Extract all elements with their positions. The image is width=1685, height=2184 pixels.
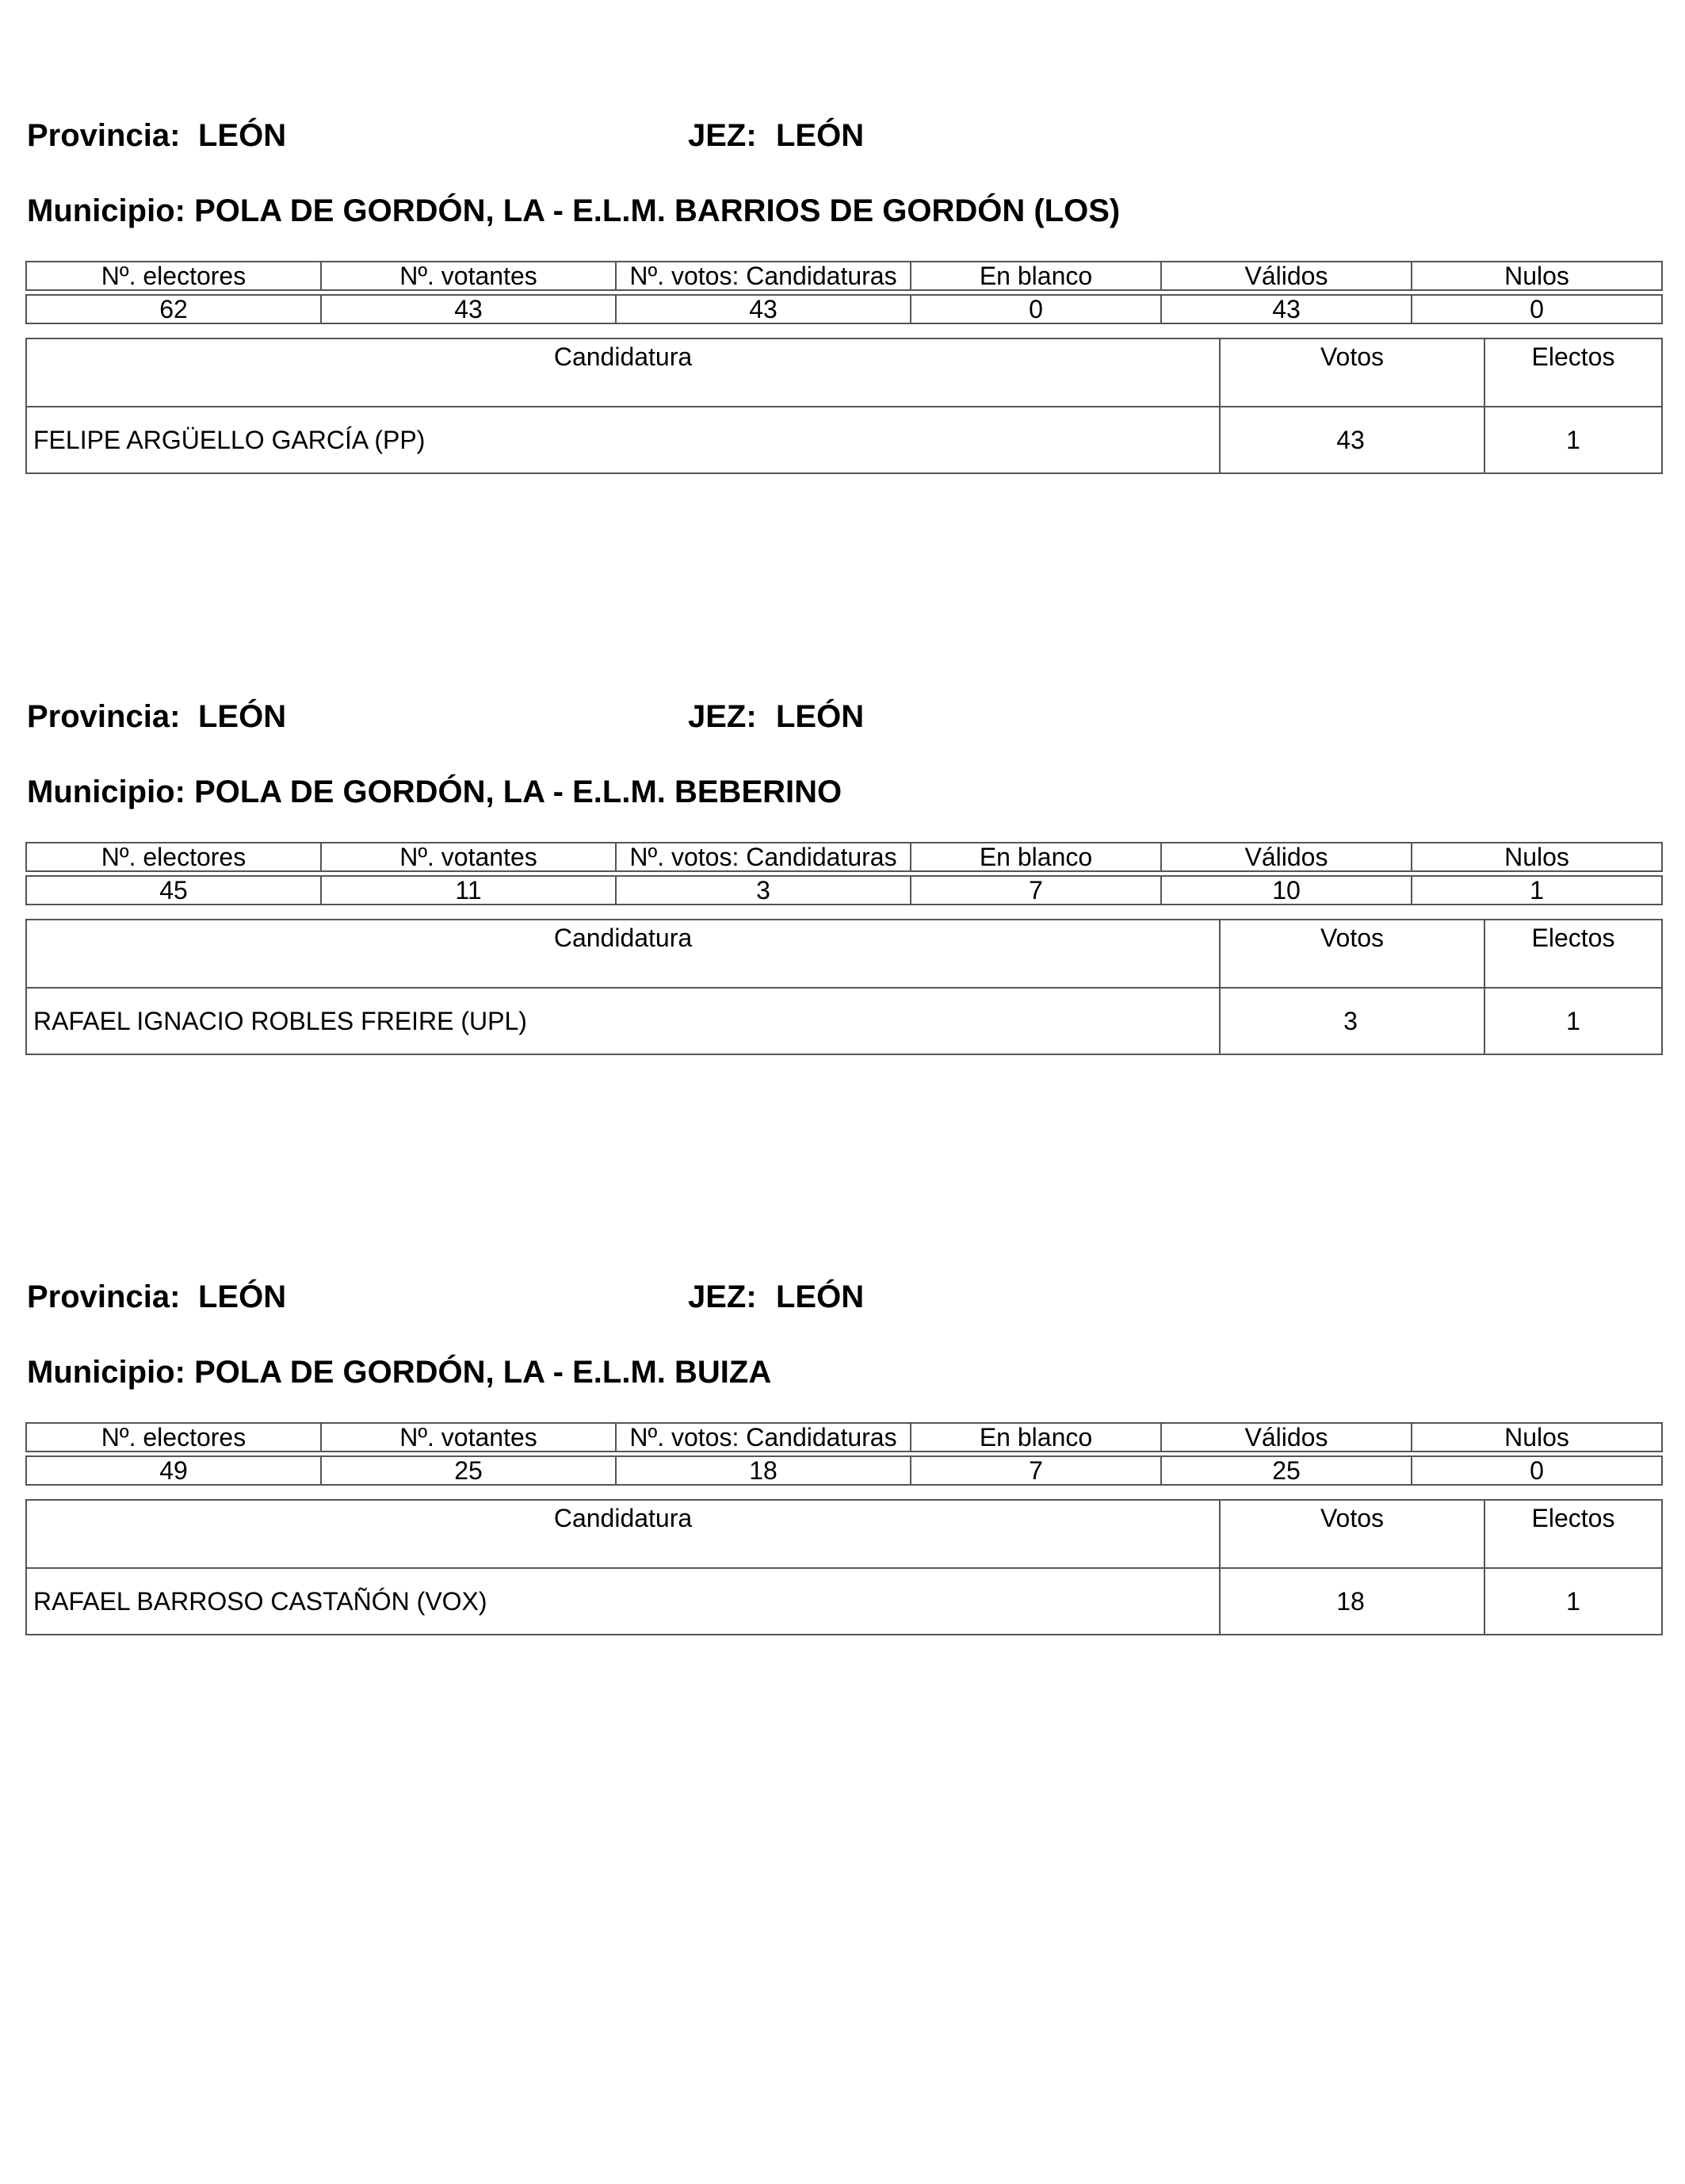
candidate-votos: 3	[1220, 988, 1484, 1054]
candidate-votos: 43	[1220, 407, 1484, 473]
candidates-header-row	[26, 1500, 1662, 1568]
summary-value-votantes: 25	[321, 1456, 616, 1485]
summary-value-electores: 49	[26, 1456, 321, 1485]
jez-label: JEZ:	[688, 699, 757, 734]
votos-header: Votos	[1220, 920, 1484, 988]
candidate-row	[26, 407, 1662, 473]
summary-header-electores: Nº. electores	[26, 262, 321, 290]
summary-header-row	[26, 843, 1662, 871]
candidate-name: RAFAEL IGNACIO ROBLES FREIRE (UPL)	[26, 988, 1220, 1054]
provincia-label: Provincia:	[27, 699, 181, 734]
results-section-1	[25, 118, 1660, 454]
jez-label: JEZ:	[688, 1279, 757, 1314]
summary-values-row	[26, 295, 1662, 323]
summary-value-validos: 43	[1161, 295, 1412, 323]
results-section-3	[25, 1279, 1660, 1616]
electos-header: Electos	[1484, 339, 1662, 407]
municipio-title: Municipio: POLA DE GORDÓN, LA - E.L.M. BEBERINO	[27, 775, 842, 809]
summary-values-row	[26, 876, 1662, 905]
summary-header-validos: Válidos	[1161, 262, 1412, 290]
summary-header-en-blanco: En blanco	[911, 843, 1161, 871]
jez-value: LEÓN	[776, 699, 865, 734]
candidate-row	[26, 988, 1662, 1054]
provincia-value: LEÓN	[198, 118, 287, 153]
summary-values-row	[26, 1456, 1662, 1485]
candidates-header-row	[26, 920, 1662, 988]
provincia-value: LEÓN	[198, 699, 287, 734]
candidates-header-row	[26, 339, 1662, 407]
summary-value-validos: 25	[1161, 1456, 1412, 1485]
candidates-table	[25, 919, 1663, 1055]
summary-header-electores: Nº. electores	[26, 1423, 321, 1452]
summary-value-nulos: 1	[1412, 876, 1662, 905]
results-section-2	[25, 699, 1660, 1035]
candidates-table	[25, 338, 1663, 474]
summary-header-votantes: Nº. votantes	[321, 843, 616, 871]
municipio-title: Municipio: POLA DE GORDÓN, LA - E.L.M. BARRIOS DE GORDÓN (LOS)	[27, 193, 1121, 228]
summary-header-votos-candidaturas: Nº. votos: Candidaturas	[616, 843, 911, 871]
summary-value-en-blanco: 7	[911, 876, 1161, 905]
summary-header-votos-candidaturas: Nº. votos: Candidaturas	[616, 1423, 911, 1452]
jez-label: JEZ:	[688, 118, 757, 153]
summary-value-votos-candidaturas: 43	[616, 295, 911, 323]
summary-header-nulos: Nulos	[1412, 1423, 1662, 1452]
provincia-label: Provincia:	[27, 1279, 181, 1314]
provincia-label: Provincia:	[27, 118, 181, 153]
summary-value-validos: 10	[1161, 876, 1412, 905]
summary-value-electores: 45	[26, 876, 321, 905]
electos-header: Electos	[1484, 920, 1662, 988]
summary-table	[25, 1422, 1663, 1486]
candidatura-header: Candidatura	[26, 339, 1220, 407]
electos-header: Electos	[1484, 1500, 1662, 1568]
summary-header-votantes: Nº. votantes	[321, 1423, 616, 1452]
candidatura-header: Candidatura	[26, 920, 1220, 988]
summary-header-en-blanco: En blanco	[911, 1423, 1161, 1452]
summary-header-electores: Nº. electores	[26, 843, 321, 871]
candidates-table	[25, 1499, 1663, 1635]
summary-header-en-blanco: En blanco	[911, 262, 1161, 290]
summary-header-validos: Válidos	[1161, 1423, 1412, 1452]
candidate-row	[26, 1568, 1662, 1635]
candidate-votos: 18	[1220, 1568, 1484, 1635]
summary-header-votos-candidaturas: Nº. votos: Candidaturas	[616, 262, 911, 290]
summary-header-votantes: Nº. votantes	[321, 262, 616, 290]
summary-value-nulos: 0	[1412, 1456, 1662, 1485]
summary-value-nulos: 0	[1412, 295, 1662, 323]
summary-header-nulos: Nulos	[1412, 262, 1662, 290]
candidate-electos: 1	[1484, 1568, 1662, 1635]
jez-value: LEÓN	[776, 1279, 865, 1314]
summary-table	[25, 842, 1663, 905]
candidatura-header: Candidatura	[26, 1500, 1220, 1568]
summary-header-nulos: Nulos	[1412, 843, 1662, 871]
candidate-name: RAFAEL BARROSO CASTAÑÓN (VOX)	[26, 1568, 1220, 1635]
votos-header: Votos	[1220, 1500, 1484, 1568]
summary-value-en-blanco: 7	[911, 1456, 1161, 1485]
summary-value-en-blanco: 0	[911, 295, 1161, 323]
summary-value-votantes: 43	[321, 295, 616, 323]
summary-value-votos-candidaturas: 18	[616, 1456, 911, 1485]
provincia-value: LEÓN	[198, 1279, 287, 1314]
summary-value-electores: 62	[26, 295, 321, 323]
summary-value-votantes: 11	[321, 876, 616, 905]
municipio-title: Municipio: POLA DE GORDÓN, LA - E.L.M. BUIZA	[27, 1355, 772, 1390]
summary-header-validos: Válidos	[1161, 843, 1412, 871]
summary-table	[25, 261, 1663, 324]
candidate-electos: 1	[1484, 988, 1662, 1054]
summary-value-votos-candidaturas: 3	[616, 876, 911, 905]
jez-value: LEÓN	[776, 118, 865, 153]
candidate-electos: 1	[1484, 407, 1662, 473]
candidate-name: FELIPE ARGÜELLO GARCÍA (PP)	[26, 407, 1220, 473]
summary-header-row	[26, 262, 1662, 290]
votos-header: Votos	[1220, 339, 1484, 407]
summary-header-row	[26, 1423, 1662, 1452]
